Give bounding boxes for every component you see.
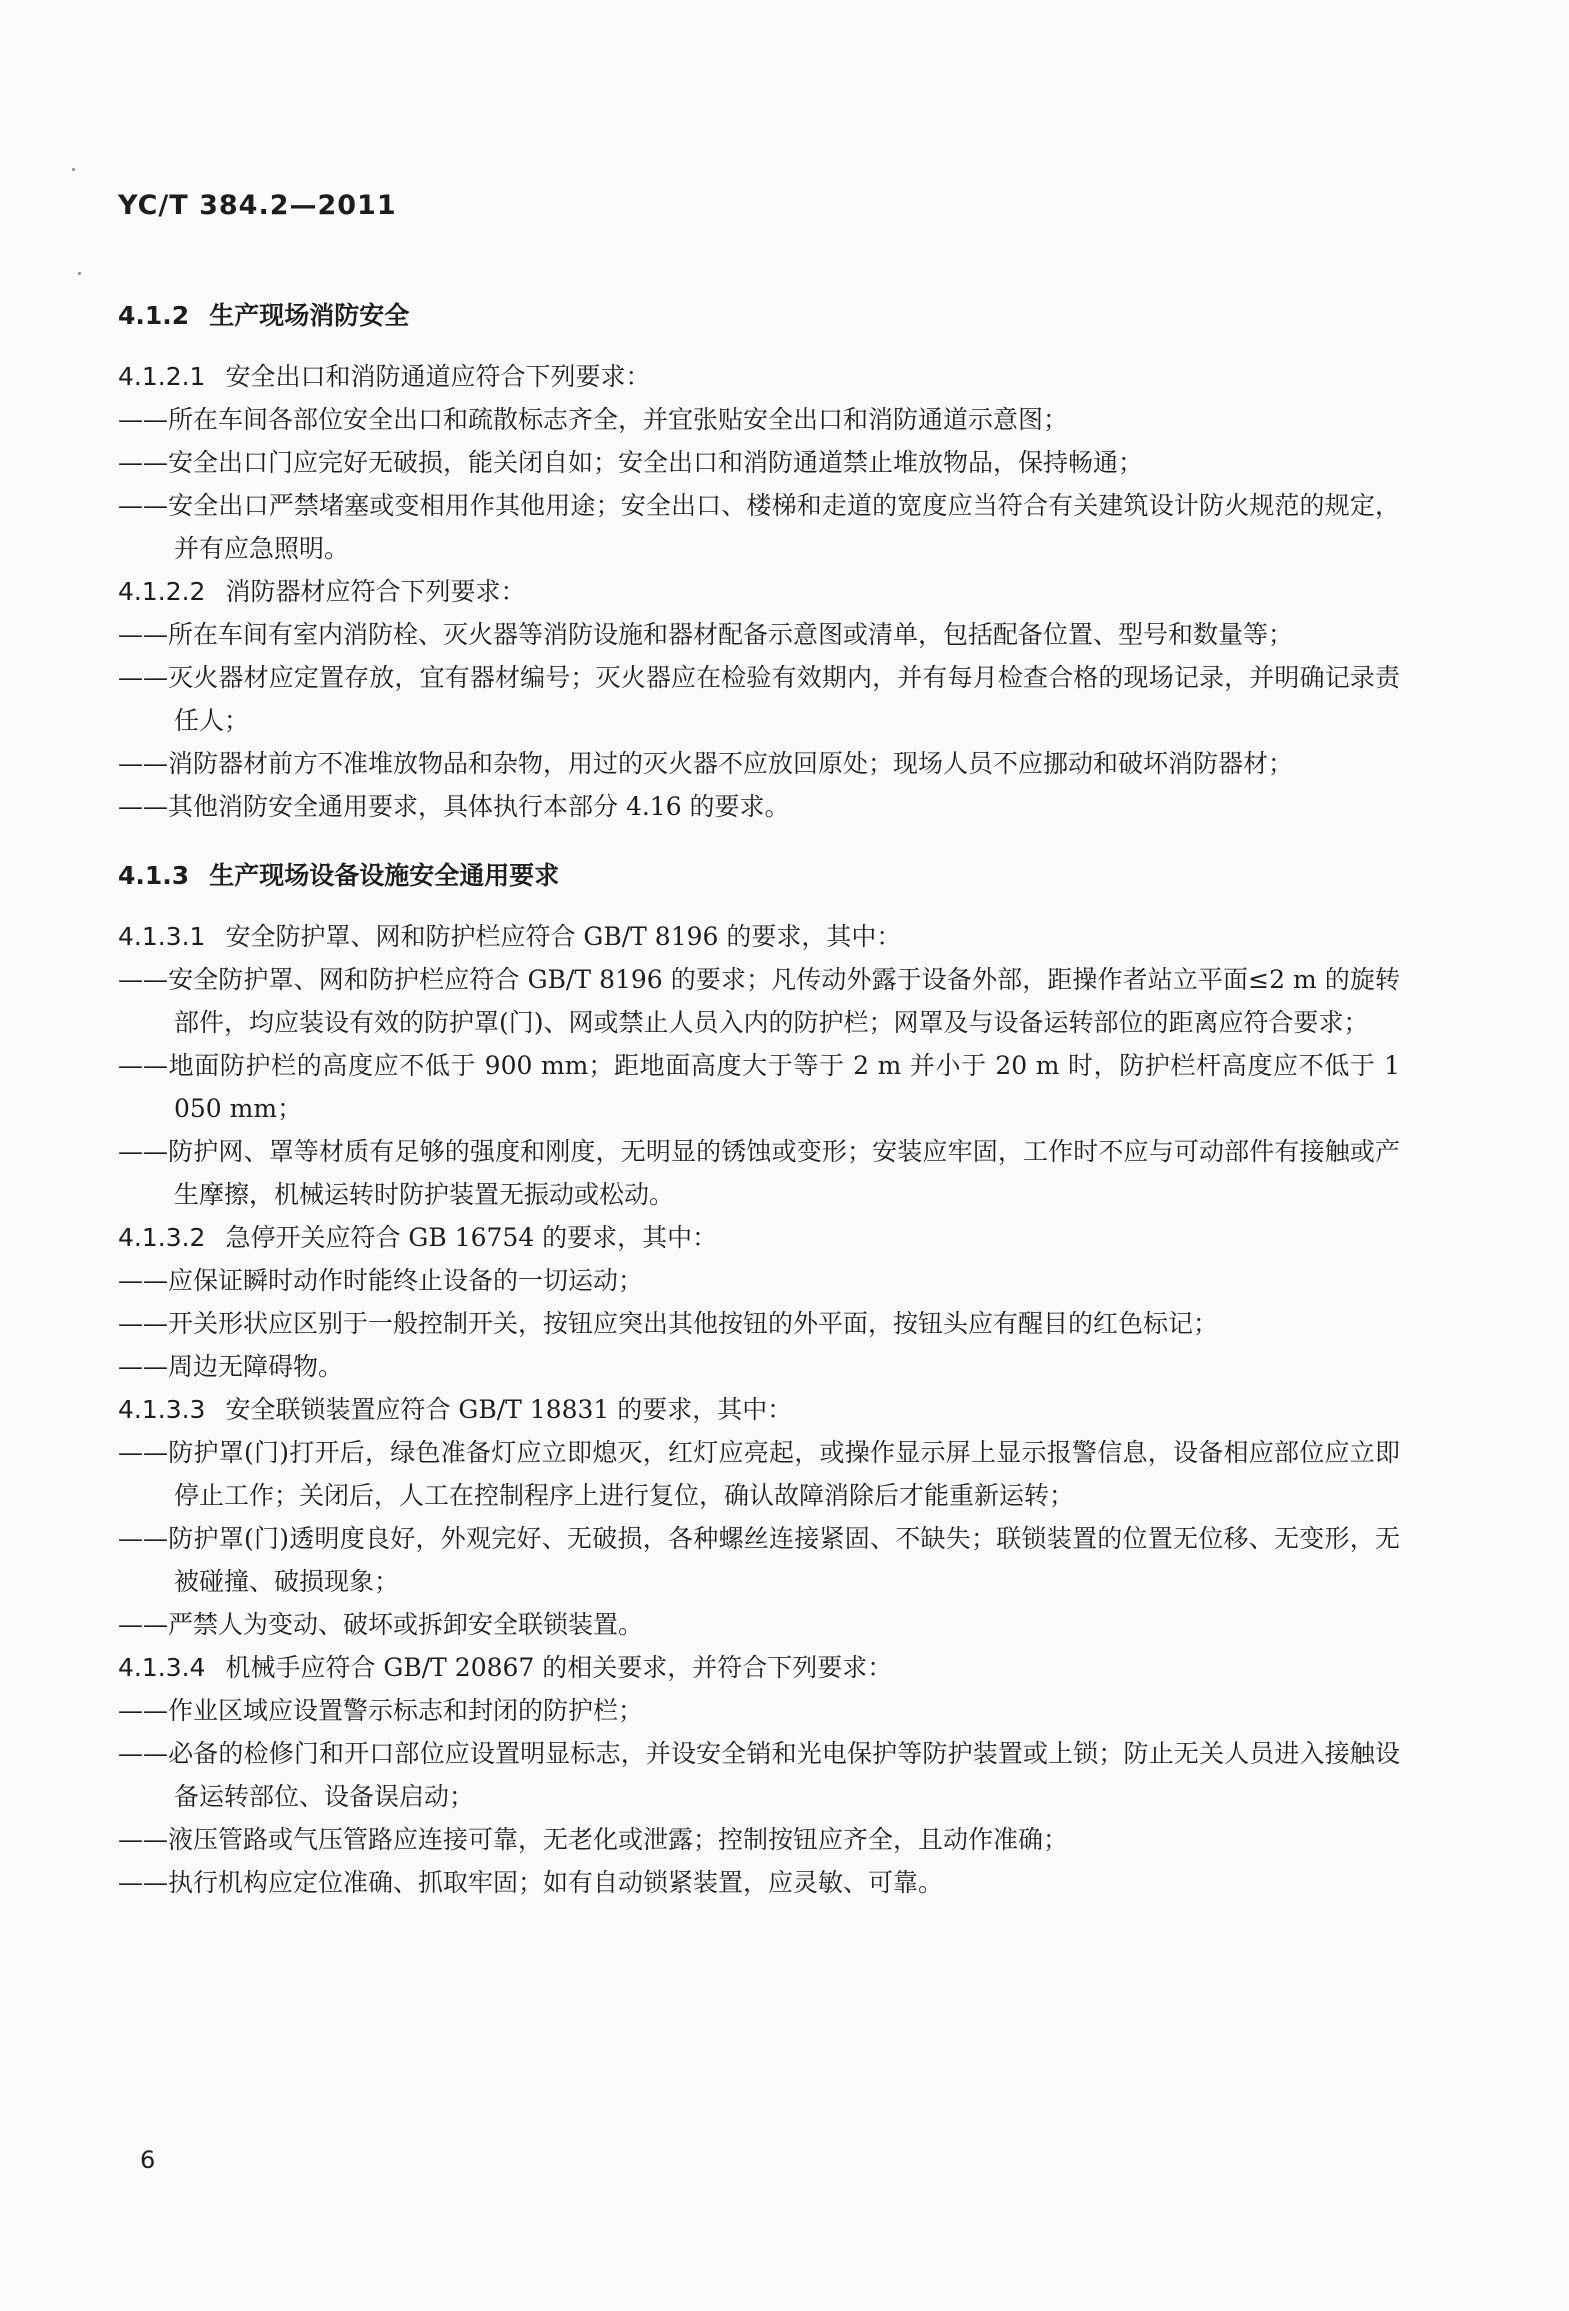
list-item: ——周边无障碍物。 bbox=[118, 1352, 344, 1381]
clause-lead bbox=[118, 1646, 1400, 1689]
clause-lead bbox=[118, 915, 1400, 958]
section-title: 生产现场消防安全 bbox=[209, 301, 410, 330]
list-item: ——防护网、罩等材质有足够的强度和刚度，无明显的锈蚀或变形；安装应牢固，工作时不应与可动部件有接触或产生摩擦，机械运转时防护装置无振动或松动。 bbox=[118, 1137, 1400, 1209]
clause-4-1-3-2 bbox=[118, 1216, 1400, 1388]
clause-number: 4.1.3.1 bbox=[118, 922, 206, 951]
list-item: ——安全防护罩、网和防护栏应符合 GB/T 8196 的要求；凡传动外露于设备外部，距操作者站立平面≤2 m 的旋转部件，均应装设有效的防护罩(门)、网或禁止人员入内的防护栏；网罩及与设备运转部位的距离应符合要求； bbox=[118, 965, 1400, 1037]
list-item: ——防护罩(门)透明度良好，外观完好、无破损，各种螺丝连接紧固、不缺失；联锁装置的位置无位移、无变形，无被碰撞、破损现象； bbox=[118, 1524, 1400, 1596]
list-item: ——应保证瞬时动作时能终止设备的一切运动； bbox=[118, 1266, 644, 1295]
section-number: 4.1.2 bbox=[118, 301, 190, 330]
section-gap bbox=[118, 828, 1400, 848]
list-item: ——所在车间各部位安全出口和疏散标志齐全，并宜张贴安全出口和消防通道示意图； bbox=[118, 405, 1069, 434]
clause-lead bbox=[118, 570, 1400, 613]
scan-speck bbox=[78, 272, 81, 275]
scan-speck bbox=[72, 168, 75, 171]
clause-number: 4.1.3.4 bbox=[118, 1653, 206, 1682]
clause-text: 机械手应符合 GB/T 20867 的相关要求，并符合下列要求： bbox=[225, 1653, 893, 1682]
clause-number: 4.1.2.2 bbox=[118, 577, 206, 606]
clause-text: 消防器材应符合下列要求： bbox=[225, 577, 526, 606]
document-body bbox=[118, 288, 1400, 1904]
list-item: ——安全出口门应完好无破损，能关闭自如；安全出口和消防通道禁止堆放物品，保持畅通； bbox=[118, 448, 1144, 477]
list-item: ——执行机构应定位准确、抓取牢固；如有自动锁紧装置，应灵敏、可靠。 bbox=[118, 1868, 944, 1897]
clause-lead bbox=[118, 355, 1400, 398]
list-item: ——消防器材前方不准堆放物品和杂物，用过的灭火器不应放回原处；现场人员不应挪动和破坏消防器材； bbox=[118, 749, 1294, 778]
clause-number: 4.1.3.2 bbox=[118, 1223, 206, 1252]
clause-4-1-3-3 bbox=[118, 1388, 1400, 1646]
list-item: ——所在车间有室内消防栓、灭火器等消防设施和器材配备示意图或清单，包括配备位置、型号和数量等； bbox=[118, 620, 1294, 649]
list-item: ——作业区域应设置警示标志和封闭的防护栏； bbox=[118, 1696, 644, 1725]
clause-4-1-3-4 bbox=[118, 1646, 1400, 1904]
clause-text: 安全联锁装置应符合 GB/T 18831 的要求，其中： bbox=[225, 1395, 793, 1424]
list-item: ——灭火器材应定置存放，宜有器材编号；灭火器应在检验有效期内，并有每月检查合格的现场记录，并明确记录责任人； bbox=[118, 663, 1400, 735]
standard-code: YC/T 384.2—2011 bbox=[118, 190, 397, 221]
list-item: ——液压管路或气压管路应连接可靠，无老化或泄露；控制按钮应齐全，且动作准确； bbox=[118, 1825, 1069, 1854]
page-number: 6 bbox=[140, 2146, 156, 2174]
list-item: ——地面防护栏的高度应不低于 900 mm；距地面高度大于等于 2 m 并小于 20 m 时，防护栏杆高度应不低于 1 050 mm； bbox=[118, 1051, 1400, 1123]
list-item: ——防护罩(门)打开后，绿色准备灯应立即熄灭，红灯应亮起，或操作显示屏上显示报警信息，设备相应部位应立即停止工作；关闭后，人工在控制程序上进行复位，确认故障消除后才能重新运转； bbox=[118, 1438, 1400, 1510]
clause-lead bbox=[118, 1388, 1400, 1431]
list-item: ——安全出口严禁堵塞或变相用作其他用途；安全出口、楼梯和走道的宽度应当符合有关建筑设计防火规范的规定，并有应急照明。 bbox=[118, 491, 1400, 563]
list-item: ——其他消防安全通用要求，具体执行本部分 4.16 的要求。 bbox=[118, 792, 790, 821]
clause-lead bbox=[118, 1216, 1400, 1259]
list-item: ——开关形状应区别于一般控制开关，按钮应突出其他按钮的外平面，按钮头应有醒目的红色标记； bbox=[118, 1309, 1219, 1338]
list-item: ——必备的检修门和开口部位应设置明显标志，并设安全销和光电保护等防护装置或上锁；防止无关人员进入接触设备运转部位、设备误启动； bbox=[118, 1739, 1400, 1811]
section-heading bbox=[118, 854, 1400, 897]
clause-text: 急停开关应符合 GB 16754 的要求，其中： bbox=[225, 1223, 718, 1252]
section-heading bbox=[118, 294, 1400, 337]
clause-text: 安全出口和消防通道应符合下列要求： bbox=[225, 362, 651, 391]
clause-4-1-2-1 bbox=[118, 355, 1400, 570]
clause-text: 安全防护罩、网和防护栏应符合 GB/T 8196 的要求，其中： bbox=[225, 922, 902, 951]
clause-number: 4.1.3.3 bbox=[118, 1395, 206, 1424]
clause-number: 4.1.2.1 bbox=[118, 362, 206, 391]
list-item: ——严禁人为变动、破坏或拆卸安全联锁装置。 bbox=[118, 1610, 644, 1639]
clause-4-1-3-1 bbox=[118, 915, 1400, 1216]
section-title: 生产现场设备设施安全通用要求 bbox=[209, 861, 560, 890]
section-number: 4.1.3 bbox=[118, 861, 190, 890]
clause-4-1-2-2 bbox=[118, 570, 1400, 828]
